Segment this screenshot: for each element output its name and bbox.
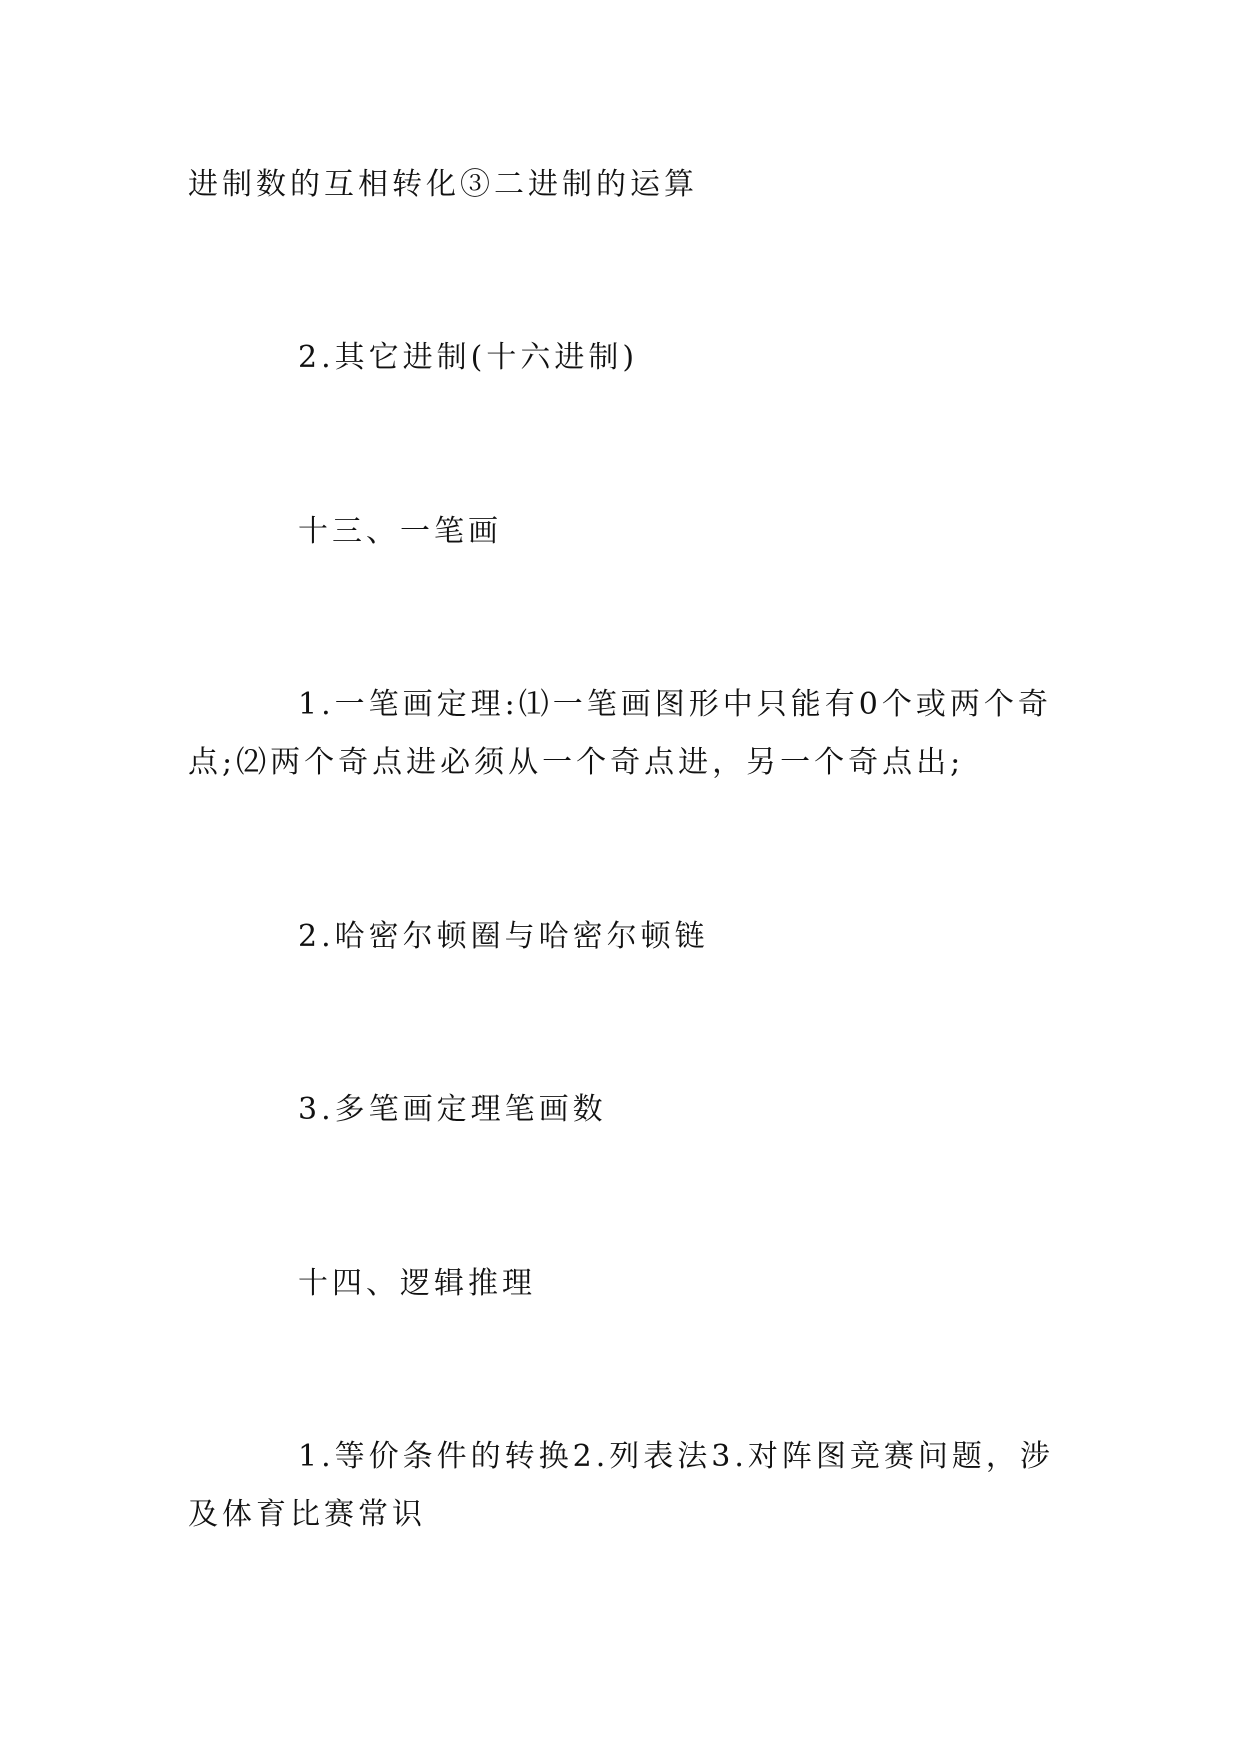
section-heading-logic: 十四、逻辑推理 bbox=[298, 1266, 536, 1301]
text-line-other-bases: 2.其它进制(十六进制) bbox=[298, 340, 639, 375]
text-line-logic-methods: 1.等价条件的转换2.列表法3.对阵图竞赛问题，涉 bbox=[298, 1439, 1054, 1474]
text-line-multi-stroke: 3.多笔画定理笔画数 bbox=[298, 1092, 607, 1127]
text-line-one-stroke-theorem-cont: 点;⑵两个奇点进必须从一个奇点进，另一个奇点出; bbox=[188, 745, 965, 780]
text-line-hamilton: 2.哈密尔顿圈与哈密尔顿链 bbox=[298, 919, 709, 954]
text-line-one-stroke-theorem: 1.一笔画定理:⑴一笔画图形中只能有0个或两个奇 bbox=[298, 687, 1052, 722]
section-heading-one-stroke: 十三、一笔画 bbox=[298, 514, 502, 549]
text-line-logic-methods-cont: 及体育比赛常识 bbox=[188, 1497, 426, 1532]
text-line-binary-conversion: 进制数的互相转化③二进制的运算 bbox=[188, 167, 698, 202]
